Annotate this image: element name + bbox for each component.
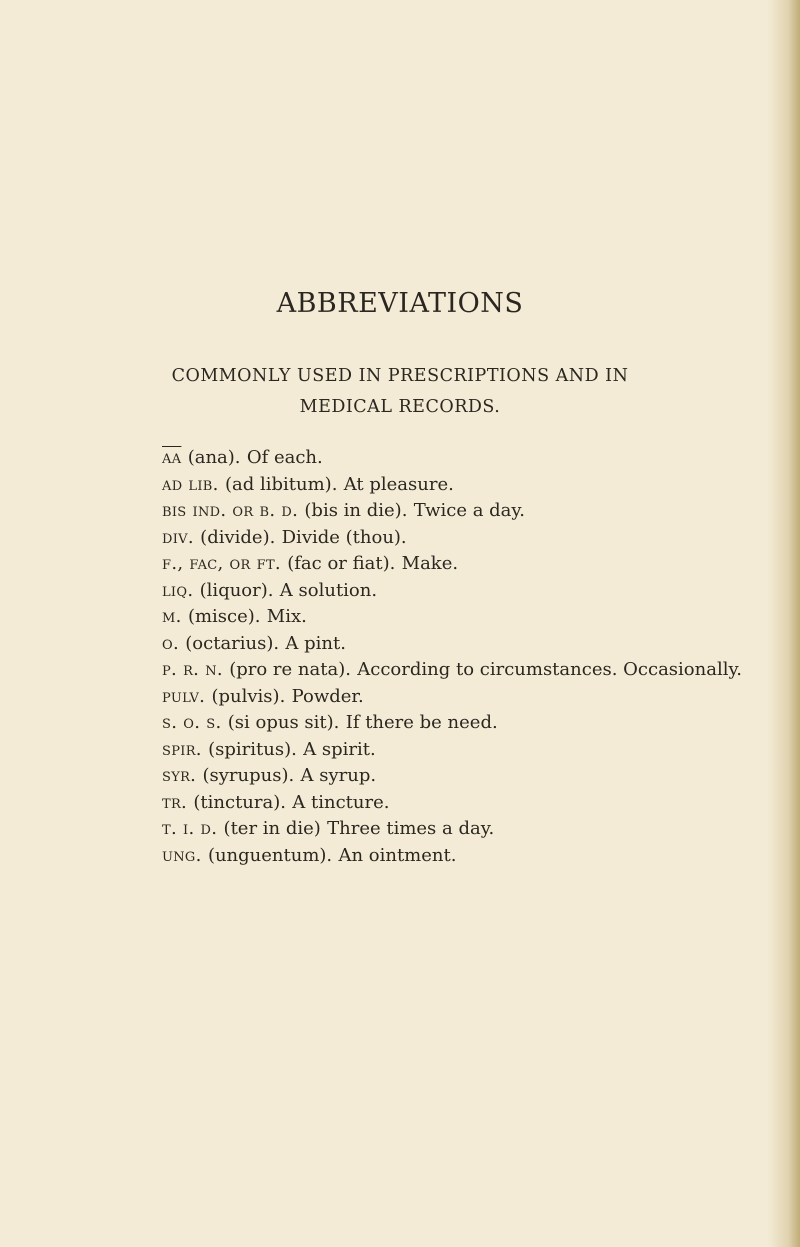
meaning: Twice a day. [413,500,525,521]
meaning: An ointment. [338,844,457,866]
meaning: According to circumstances. Occasionally. [357,659,742,680]
abbreviation-entry [162,498,782,525]
abbreviation-entry [162,445,782,472]
page-title: ABBREVIATIONS [276,288,524,319]
abbreviation-term: div. [162,526,194,548]
abbreviation-list [162,445,782,869]
abbreviation-term: f., fac, or ft. [162,553,281,574]
abbreviation-term: spir. [162,738,202,760]
abbreviation-entry [162,710,782,737]
latin-expansion: (liquor). [199,579,274,601]
meaning: A spirit. [303,738,376,760]
meaning: Of each. [246,447,323,468]
abbreviation-term: bis ind. or b. d. [162,500,299,521]
abbreviation-term: syr. [162,765,197,786]
latin-expansion: (ana). [187,447,241,468]
abbreviation-term: ad lib. [162,473,219,495]
abbreviation-entry [162,843,782,870]
abbreviation-term: tr. [162,791,188,813]
abbreviation-term: t. i. d. [162,818,218,839]
abbreviation-entry [162,657,782,684]
meaning: Divide (thou). [281,526,407,548]
abbreviation-entry [162,631,782,658]
latin-expansion: (syrupus). [202,765,295,786]
abbreviation-term: $\overline{aa}$ [162,447,182,468]
meaning: Powder. [291,685,364,707]
abbreviation-term: s. o. s. [162,712,222,733]
latin-expansion: (spiritus). [208,738,297,760]
abbreviation-entry [162,525,782,552]
subtitle-line-1: COMMONLY USED IN PRESCRIPTIONS AND IN [171,366,629,386]
abbreviation-term: pulv. [162,685,206,707]
meaning: At pleasure. [343,473,454,495]
latin-expansion: (ad libitum). [224,473,338,495]
latin-expansion: (unguentum). [207,844,333,866]
abbreviation-entry [162,816,782,843]
meaning: Mix. [266,606,307,627]
abbreviation-term: o. [162,632,179,654]
abbreviation-entry [162,790,782,817]
latin-expansion: (fac or fiat). [287,553,396,574]
latin-expansion: (ter in die) [223,818,321,839]
abbreviation-term: ung. [162,844,202,866]
latin-expansion: (pulvis). [211,685,286,707]
abbreviation-entry [162,763,782,790]
latin-expansion: (octarius). [185,632,280,654]
latin-expansion: (tinctura). [193,791,286,813]
meaning: A tincture. [292,791,390,813]
abbreviation-entry [162,472,782,499]
abbreviation-entry [162,551,782,578]
meaning: A pint. [285,632,346,654]
abbreviation-term: m. [162,606,182,627]
meaning: Make. [401,553,459,574]
latin-expansion: (divide). [200,526,276,548]
latin-expansion: (misce). [187,606,261,627]
abbreviation-entry [162,578,782,605]
latin-expansion: (si opus sit). [227,712,340,733]
meaning: A syrup. [300,765,377,786]
meaning: Three times a day. [327,818,495,839]
latin-expansion: (bis in die). [304,500,408,521]
abbreviation-term: p. r. n. [162,659,223,680]
abbreviation-term: liq. [162,579,194,601]
latin-expansion: (pro re nata). [229,659,351,680]
meaning: A solution. [279,579,378,601]
meaning: If there be need. [345,712,498,733]
abbreviation-entry [162,604,782,631]
abbreviation-entry [162,684,782,711]
subtitle-line-2: MEDICAL RECORDS. [299,397,501,417]
abbreviation-entry [162,737,782,764]
